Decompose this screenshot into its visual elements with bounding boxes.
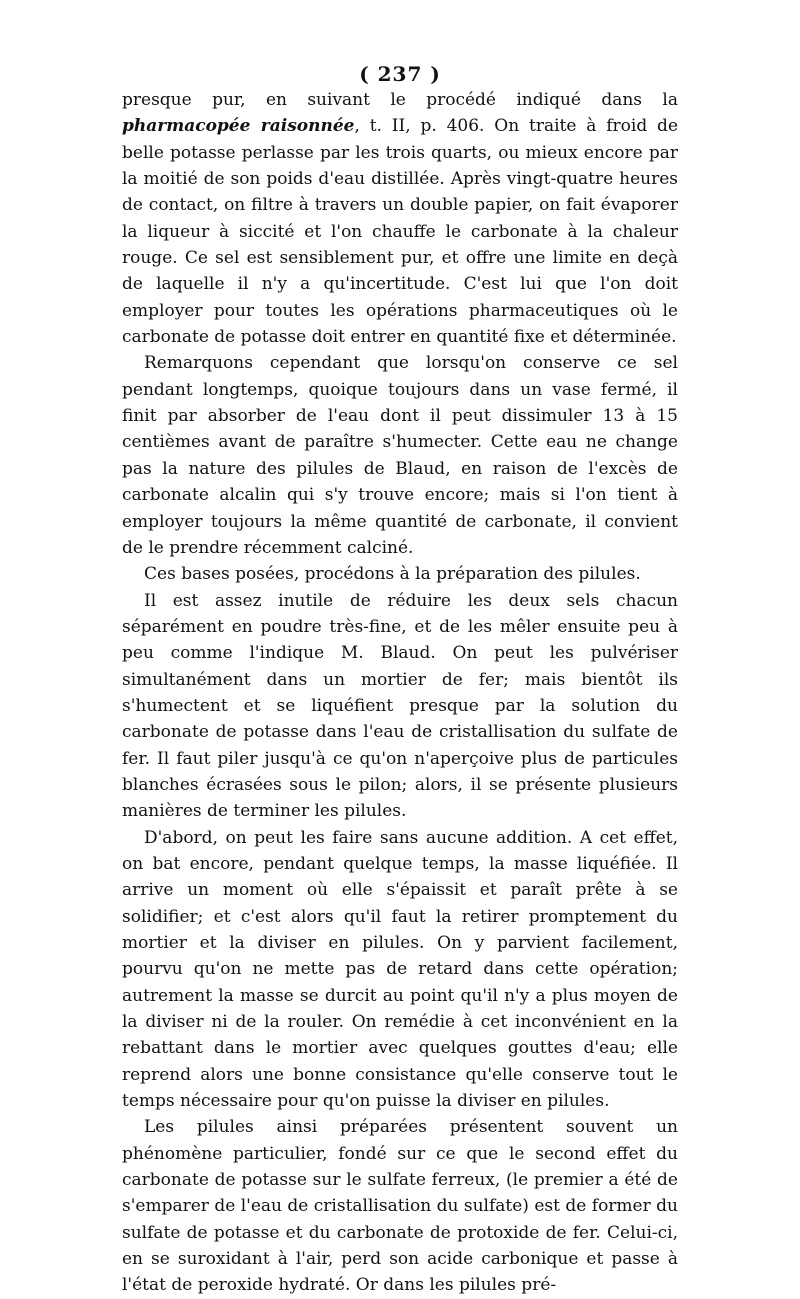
- paragraph: [122, 561, 678, 587]
- text-run: D'abord, on peut les faire sans aucune addition. A cet effet, on bat encore, pendant quelque temps, la masse liquéfiée. Il arrive un moment où elle s'épaissit et paraît prête à se solidifier; et c'est alors qu'il faut la retirer promptement du mortier et la diviser en pilules. On y parvient facilement, pourvu qu'on ne mette pas de retard dans cette opération; autrement la masse se durcit au point qu'il n'y a plus moyen de la diviser ni de la rouler. On remédie à cet inconvénient en la rebattant dans le mortier avec quelques gouttes d'eau; elle reprend alors une bonne consistance qu'elle conserve tout le temps nécessaire pour qu'on puisse la diviser en pilules.: [122, 827, 678, 1112]
- text-run: Les pilules ainsi préparées présentent souvent un phénomène particulier, fondé sur ce que le second effet du carbonate de potasse sur le sulfate ferreux, (le premier a été de s'emparer de l'eau de cristallisation du sulfate) est de former du sulfate de potasse et du carbonate de protoxide de fer. Celui-ci, en se suroxidant à l'air, perd son acide carbonique et passe à l'état de peroxide hydraté. Or dans les pilules pré-: [122, 1117, 678, 1296]
- paragraph: [122, 87, 678, 350]
- paragraph: [122, 825, 678, 1115]
- page-number: ( 237 ): [359, 62, 441, 86]
- text-run: presque pur, en suivant le procédé indiqué dans la: [122, 90, 678, 110]
- text-run: Remarquons cependant que lorsqu'on conserve ce sel pendant longtemps, quoique toujours dans un vase fermé, il finit par absorber de l'eau dont il peut dissimuler 13 à 15 centièmes avant de paraître s'humecter. Cette eau ne change pas la nature des pilules de Blaud, en raison de l'excès de carbonate alcalin qui s'y trouve encore; mais si l'on tient à employer toujours la même quantité de carbonate, il convient de le prendre récemment calciné.: [122, 353, 678, 558]
- text-run: , t. II, p. 406. On traite à froid de belle potasse perlasse par les trois quarts, ou mieux encore par la moitié de son poids d'eau distillée. Après vingt-quatre heures de contact, on filtre à travers un double papier, on fait évaporer la liqueur à siccité et l'on chauffe le carbonate à la chaleur rouge. Ce sel est sensiblement pur, et offre une limite en deçà de laquelle il n'y a qu'incertitude. C'est lui que l'on doit employer pour toutes les opérations pharmaceutiques où le carbonate de potasse doit entrer en quantité fixe et déterminée.: [122, 116, 678, 348]
- paragraph: [122, 1114, 678, 1298]
- italic-title: pharmacopée raisonnée: [122, 116, 355, 137]
- paragraph: [122, 588, 678, 825]
- text-run: Il est assez inutile de réduire les deux sels chacun séparément en poudre très-fine, et de les mêler ensuite peu à peu comme l'indique M. Blaud. On peut les pulvériser simultanément dans un mortier de fer; mais bientôt ils s'humectent et se liquéfient presque par la solution du carbonate de potasse dans l'eau de cristallisation du sulfate de fer. Il faut piler jusqu'à ce qu'on n'aperçoive plus de particules blanches écrasées sous le pilon; alors, il se présente plusieurs manières de terminer les pilules.: [122, 590, 678, 822]
- paragraph: [122, 350, 678, 561]
- text-run: Ces bases posées, procédons à la préparation des pilules.: [144, 564, 641, 585]
- body-text: [122, 87, 678, 1299]
